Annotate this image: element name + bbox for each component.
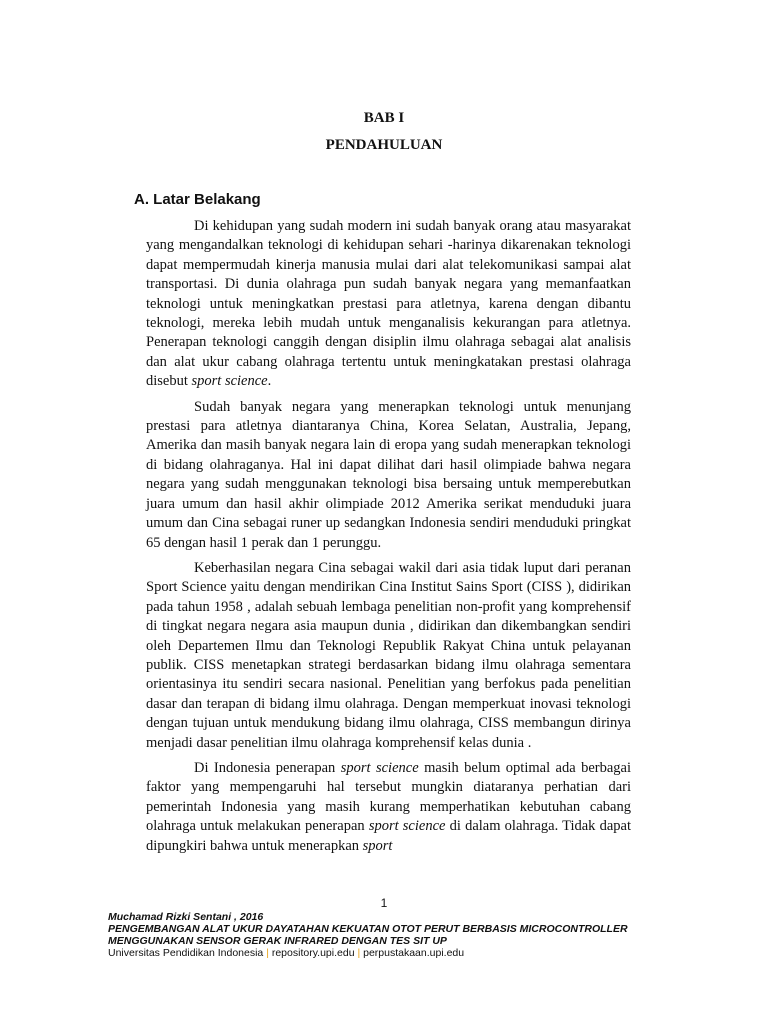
italic-term: sport	[362, 837, 393, 854]
footer-author: Muchamad Rizki Sentani , 2016	[108, 911, 264, 923]
paragraph-text: Di kehidupan yang sudah modern ini sudah banyak orang atau masyarakat yang mengandalkan teknologi di kehidupan sehari -harinya dikarenakan teknologi dapat mempermudah kinerja manusia mulai dari alat telekomunikasi sampai alat transportasi. Di dunia olahraga pun sudah banyak negara yang memanfaatkan teknologi untuk meningkatkan prestasi para atletnya, karena dengan dibantu teknologi, mereka lebih mudah untuk menganalisis kekurangan para atletnya. Penerapan teknologi canggih dengan disiplin ilmu olahraga sebagai alat analisis dan alat ukur cabang olahraga tertentu untuk meningkatakan prestasi olahraga disebut	[146, 218, 631, 390]
footer-thesis-title-line1: PENGEMBANGAN ALAT UKUR DAYATAHAN KEKUATAN OTOT PERUT BERBASIS MICROCONTROLLER	[108, 923, 628, 935]
body-paragraph	[146, 398, 631, 553]
footer-thesis-title-line2: MENGGUNAKAN SENSOR GERAK INFRARED DENGAN TES SIT UP	[108, 935, 447, 947]
footer-repository-link[interactable]: repository.upi.edu	[271, 947, 355, 959]
paragraph-text: Sudah banyak negara yang menerapkan teknologi untuk menunjang prestasi para atletnya diantaranya China, Korea Selatan, Australia, Jepang, Amerika dan masih banyak negara lain di eropa yang sudah menerapkan teknologi di bidang olahraganya. Hal ini dapat dilihat dari hasil olimpiade bahwa negara negara yang sudah menggunakan teknologi bisa bersaing untuk memperebutkan juara umum dan hasil akhir olimpiade 2012 Amerika serikat menduduki juara umum dan Cina sebagai runer up sedangkan Indonesia sendiri menduduki pringkat 65 dengan hasil 1 perak dan 1 perunggu.	[146, 398, 631, 551]
footer-library-link[interactable]: perpustakaan.upi.edu	[363, 947, 465, 959]
paragraph-text: .	[267, 373, 272, 390]
body-paragraph	[146, 217, 631, 392]
paragraph-text: masih belum optimal ada berbagai faktor yang mempengaruhi hal tersebut mungkin diataranya perhatian dari pemerintah Indonesia yang masih kurang memperhatikan kebutuhan cabang olahraga untuk melakukan penerapan	[146, 759, 631, 835]
section-heading: A. Latar Belakang	[134, 191, 261, 208]
paragraph-text: Keberhasilan negara Cina sebagai wakil dari asia tidak luput dari peranan Sport Science yaitu dengan mendirikan Cina Institut Sains Sport (CISS ), didirikan pada tahun 1958 , adalah sebuah lembaga penelitian non-profit yang komprehensif di tingkat negara negara asia maupun dunia , didirikan dan dikembangkan sendiri oleh Departemen Ilmu dan Teknologi Republik Rakyat China untuk pelayanan publik. CISS menetapkan strategi berdasarkan bidang ilmu olahraga sementara orientasinya itu sendiri secara nasional. Penelitian yang berfokus pada penelitian dasar dan terapan di bidang ilmu olahraga. Dengan memperkuat inovasi teknologi dengan tujuan untuk mendukung bidang ilmu olahraga, CISS membangun dirinya menjadi dasar penelitian ilmu olahraga komprehensif kelas dunia .	[146, 559, 631, 751]
page-number: 1	[380, 896, 388, 910]
page-footer	[108, 911, 748, 959]
italic-term: sport science	[368, 818, 446, 835]
body-paragraph	[146, 559, 631, 753]
footer-separator: |	[357, 947, 361, 959]
body-paragraph	[146, 759, 631, 856]
paragraph-text: Di Indonesia penerapan	[194, 759, 341, 776]
paragraph-text: di dalam olahraga. Tidak dapat dipungkiri bahwa untuk menerapkan	[146, 818, 632, 854]
italic-term: sport science	[340, 759, 419, 776]
italic-term: sport science	[191, 373, 268, 390]
chapter-title: PENDAHULUAN	[325, 137, 443, 153]
footer-university: Universitas Pendidikan Indonesia	[108, 947, 264, 959]
body-text	[146, 217, 631, 856]
footer-separator: |	[266, 947, 269, 959]
footer-links	[108, 947, 748, 959]
chapter-number: BAB I	[363, 110, 405, 126]
